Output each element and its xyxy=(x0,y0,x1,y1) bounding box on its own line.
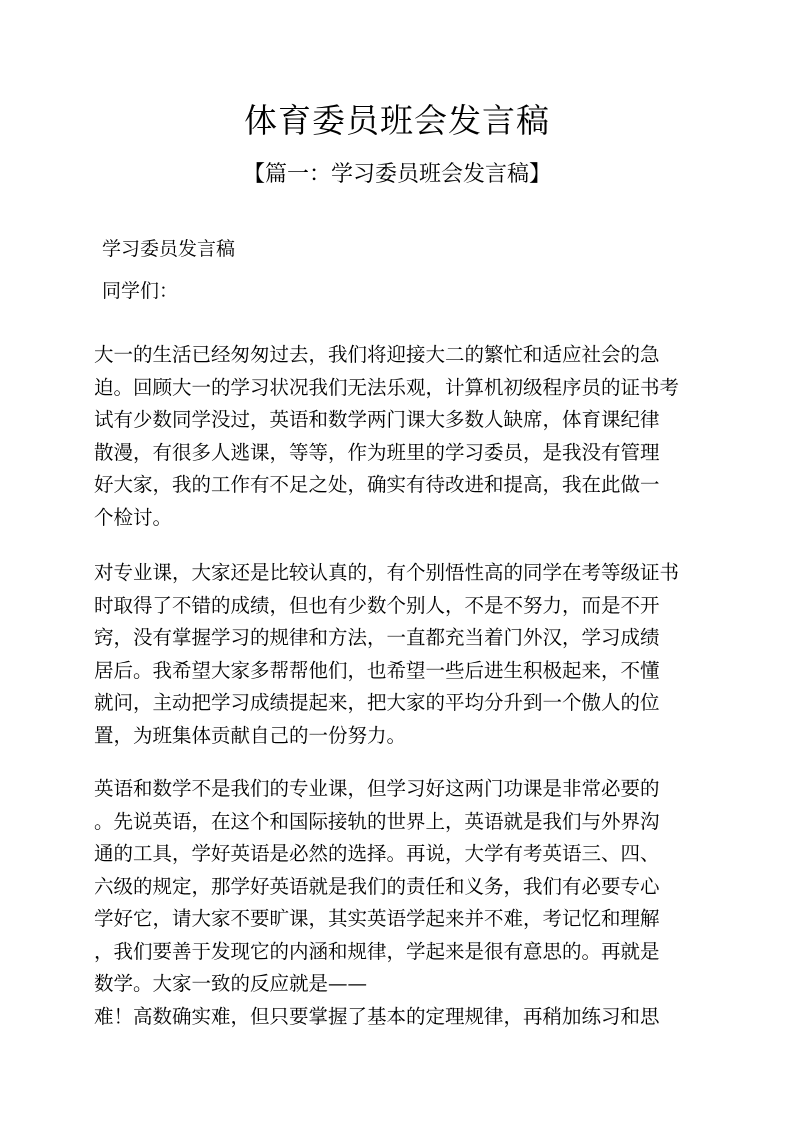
paragraph-line: 时取得了不错的成绩，但也有少数个别人，不是不努力，而是不开 xyxy=(94,593,660,617)
paragraph-line: 置，为班集体贡献自己的一份努力。 xyxy=(94,723,407,747)
paragraph-line: 好大家，我的工作有不足之处，确实有待改进和提高，我在此做一 xyxy=(94,473,660,496)
paragraph-line: 就问，主动把学习成绩提起来，把大家的平均分升到一个傲人的位 xyxy=(94,691,660,714)
paragraph-1 xyxy=(94,339,704,534)
paragraph-line: 迫。回顾大一的学习状况我们无法乐观，计算机初级程序员的证书考 xyxy=(94,375,680,399)
paragraph-line: 学好它，请大家不要旷课，其实英语学起来并不难，考记忆和理解 xyxy=(94,907,660,930)
paragraph-line: 试有少数同学没过，英语和数学两门课大多数人缺席，体育课纪律 xyxy=(94,408,660,431)
section-heading: 学习委员发言稿 xyxy=(102,238,236,260)
paragraph-line: 散漫，有很多人逃课，等等，作为班里的学习委员，是我没有管理 xyxy=(94,440,660,464)
paragraph-line: 居后。我希望大家多帮帮他们，也希望一些后进生积极起来，不懂 xyxy=(94,658,660,682)
paragraph-line: 。先说英语，在这个和国际接轨的世界上，英语就是我们与外界沟 xyxy=(94,809,660,833)
paragraph-3 xyxy=(94,773,704,1033)
paragraph-2 xyxy=(94,557,704,752)
paragraph-line: 对专业课，大家还是比较认真的，有个别悟性高的同学在考等级证书 xyxy=(94,561,680,584)
paragraph-line: 个检讨。 xyxy=(94,505,173,529)
paragraph-line: 难！高数确实难，但只要掌握了基本的定理规律，再稍加练习和思 xyxy=(94,1004,660,1028)
paragraph-line: 六级的规定，那学好英语就是我们的责任和义务，我们有必要专心 xyxy=(94,874,660,898)
paragraph-line: 数学。大家一致的反应就是—— xyxy=(94,972,368,995)
document-subtitle: 【篇一：学习委员班会发言稿】 xyxy=(242,162,551,187)
paragraph-line: 大一的生活已经匆匆过去，我们将迎接大二的繁忙和适应社会的急 xyxy=(94,343,660,366)
paragraph-line: 窍，没有掌握学习的规律和方法，一直都充当着门外汉，学习成绩 xyxy=(94,626,660,649)
paragraph-line: 通的工具，学好英语是必然的选择。再说，大学有考英语三、四、 xyxy=(94,842,660,865)
salutation: 同学们： xyxy=(102,280,179,302)
paragraph-line: 英语和数学不是我们的专业课，但学习好这两门功课是非常必要的 xyxy=(94,777,660,800)
paragraph-line: ，我们要善于发现它的内涵和规律，学起来是很有意思的。再就是 xyxy=(94,939,660,963)
document-title: 体育委员班会发言稿 xyxy=(244,101,550,140)
